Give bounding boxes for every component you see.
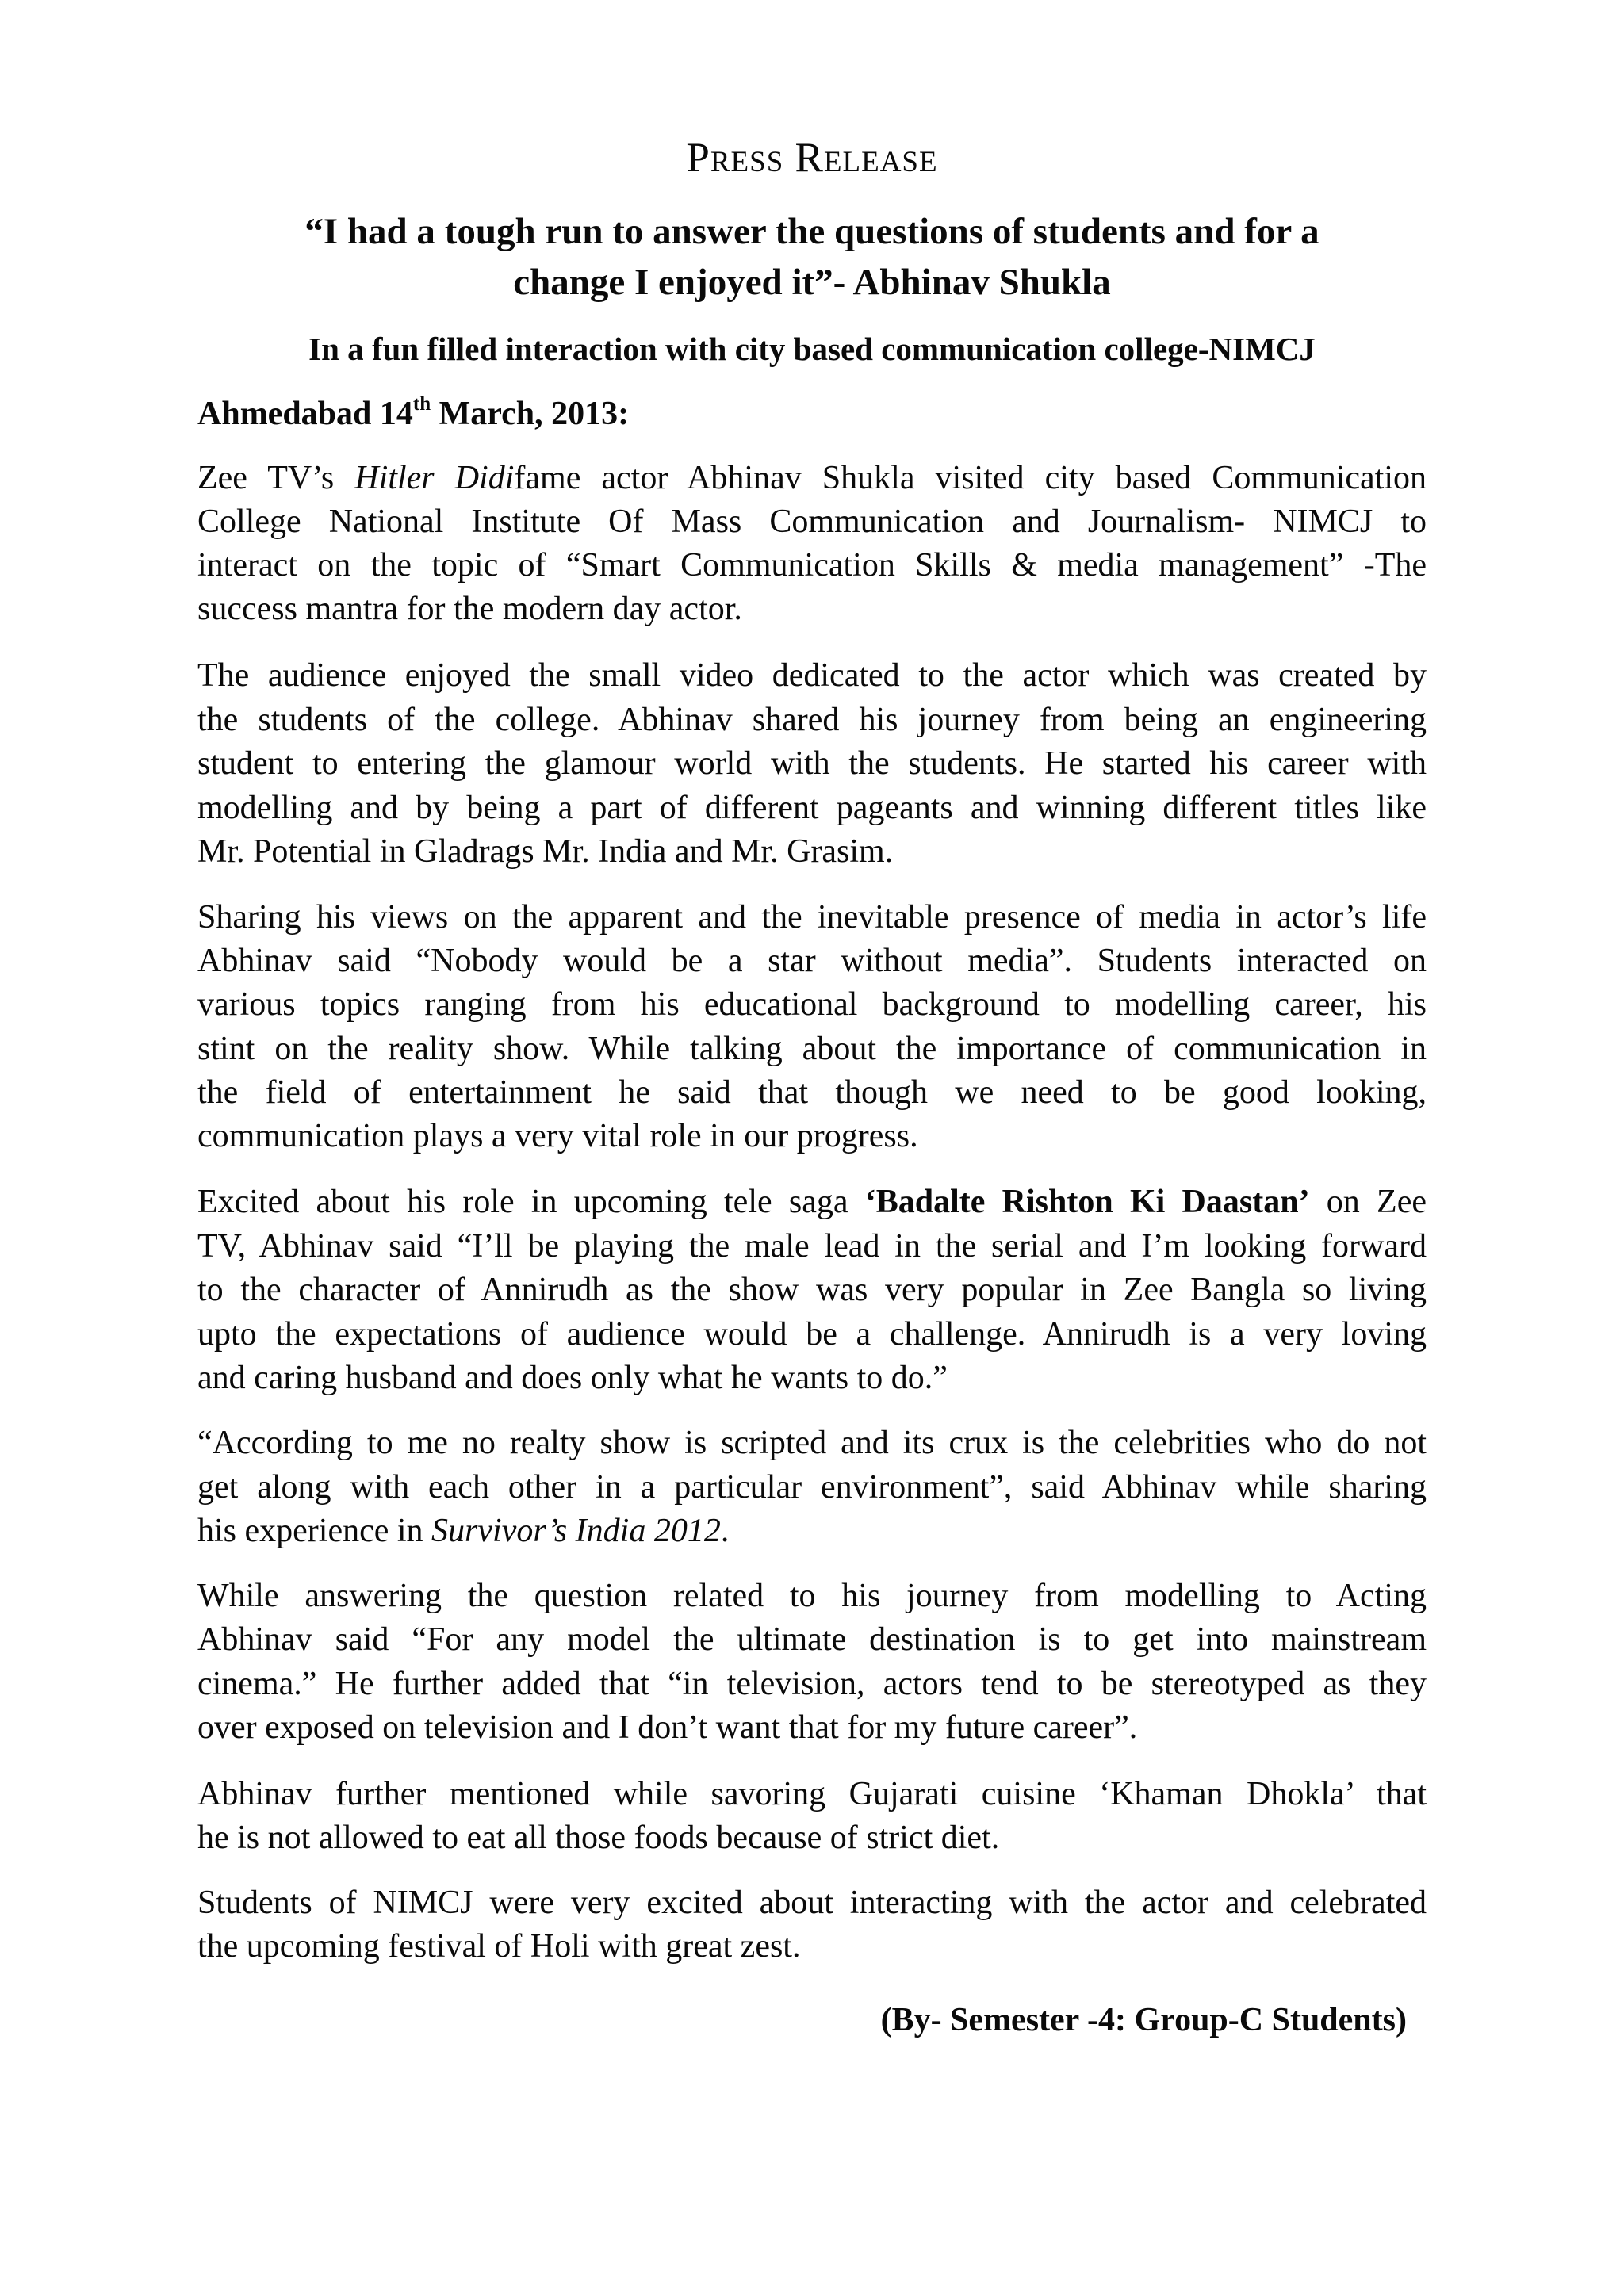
paragraph-line: the students of the college. Abhinav shared his journey from being an engineering: [197, 702, 1427, 738]
paragraph-line: cinema.” He further added that “in television, actors tend to be stereotyped as they: [197, 1666, 1427, 1702]
document-title: Press Release: [686, 135, 938, 181]
paragraph-line: upto the expectations of audience would be a challenge. Annirudh is a very loving: [197, 1316, 1427, 1353]
paragraph-line: success mantra for the modern day actor.: [197, 591, 742, 627]
paragraph-line: interact on the topic of “Smart Communication Skills & media management” -The: [197, 547, 1427, 584]
paragraph-line: The audience enjoyed the small video dedicated to the actor which was created by: [197, 657, 1427, 694]
paragraph-line: [197, 1181, 1427, 1224]
paragraph-line: stint on the reality show. While talking about the importance of communication in: [197, 1031, 1427, 1067]
signature: (By- Semester -4: Group-C Students): [880, 2002, 1407, 2038]
paragraph-line: Students of NIMCJ were very excited about interacting with the actor and celebrated: [197, 1885, 1427, 1921]
dateline-month-year: March, 2013:: [431, 396, 630, 432]
text-span: Zee TV’s: [197, 460, 355, 496]
show-title-italic: Survivor’s India 2012: [431, 1513, 721, 1549]
paragraph-line: [197, 457, 1427, 500]
paragraph-line: he is not allowed to eat all those foods because of strict diet.: [197, 1820, 1000, 1856]
text-span: on Zee: [1309, 1184, 1427, 1220]
subtitle: In a fun filled interaction with city based communication college-NIMCJ: [308, 331, 1316, 367]
paragraph-line: College National Institute Of Mass Communication and Journalism- NIMCJ to: [197, 503, 1427, 540]
paragraph-line: the field of entertainment he said that though we need to be good looking,: [197, 1074, 1427, 1111]
paragraph-line: [197, 1510, 1427, 1553]
headline-line-2: change I enjoyed it”- Abhinav Shukla: [513, 262, 1111, 303]
dateline: [197, 392, 629, 436]
paragraph-line: Mr. Potential in Gladrags Mr. India and Mr. Grasim.: [197, 833, 894, 870]
paragraph-line: modelling and by being a part of different pageants and winning different titles like: [197, 790, 1427, 826]
paragraph-line: TV, Abhinav said “I’ll be playing the male lead in the serial and I’m looking forward: [197, 1228, 1427, 1265]
headline-line-1: “I had a tough run to answer the questions of students and for a: [304, 211, 1320, 252]
paragraph-line: Abhinav said “For any model the ultimate destination is to get into mainstream: [197, 1621, 1427, 1658]
dateline-ordinal: th: [412, 393, 431, 415]
paragraph-line: get along with each other in a particular environment”, said Abhinav while sharing: [197, 1469, 1427, 1506]
paragraph-line: While answering the question related to his journey from modelling to Acting: [197, 1578, 1427, 1614]
show-title-italic: Hitler Didi: [354, 460, 515, 496]
text-span: .: [720, 1513, 730, 1549]
paragraph-line: the upcoming festival of Holi with great zest.: [197, 1928, 801, 1965]
text-span: his experience in: [197, 1513, 432, 1549]
paragraph-line: over exposed on television and I don’t want that for my future career”.: [197, 1709, 1138, 1746]
paragraph-line: various topics ranging from his educational background to modelling career, his: [197, 986, 1427, 1023]
paragraph-line: Abhinav said “Nobody would be a star without media”. Students interacted on: [197, 943, 1427, 979]
serial-title-bold: ‘Badalte Rishton Ki Daastan’: [864, 1184, 1310, 1220]
text-span: Excited about his role in upcoming tele saga: [197, 1184, 865, 1220]
dateline-place-day: Ahmedabad 14: [197, 396, 413, 432]
paragraph-line: and caring husband and does only what he wants to do.”: [197, 1360, 948, 1396]
paragraph-line: Sharing his views on the apparent and the inevitable presence of media in actor’s life: [197, 899, 1427, 936]
paragraph-line: student to entering the glamour world with the students. He started his career with: [197, 745, 1427, 782]
text-span: fame actor Abhinav Shukla visited city based Communication: [514, 460, 1427, 496]
paragraph-line: Abhinav further mentioned while savoring Gujarati cuisine ‘Khaman Dhokla’ that: [197, 1776, 1427, 1812]
paragraph-line: to the character of Annirudh as the show was very popular in Zee Bangla so living: [197, 1272, 1427, 1308]
paragraph-line: communication plays a very vital role in our progress.: [197, 1118, 918, 1154]
paragraph-line: “According to me no realty show is scripted and its crux is the celebrities who do not: [197, 1425, 1427, 1461]
